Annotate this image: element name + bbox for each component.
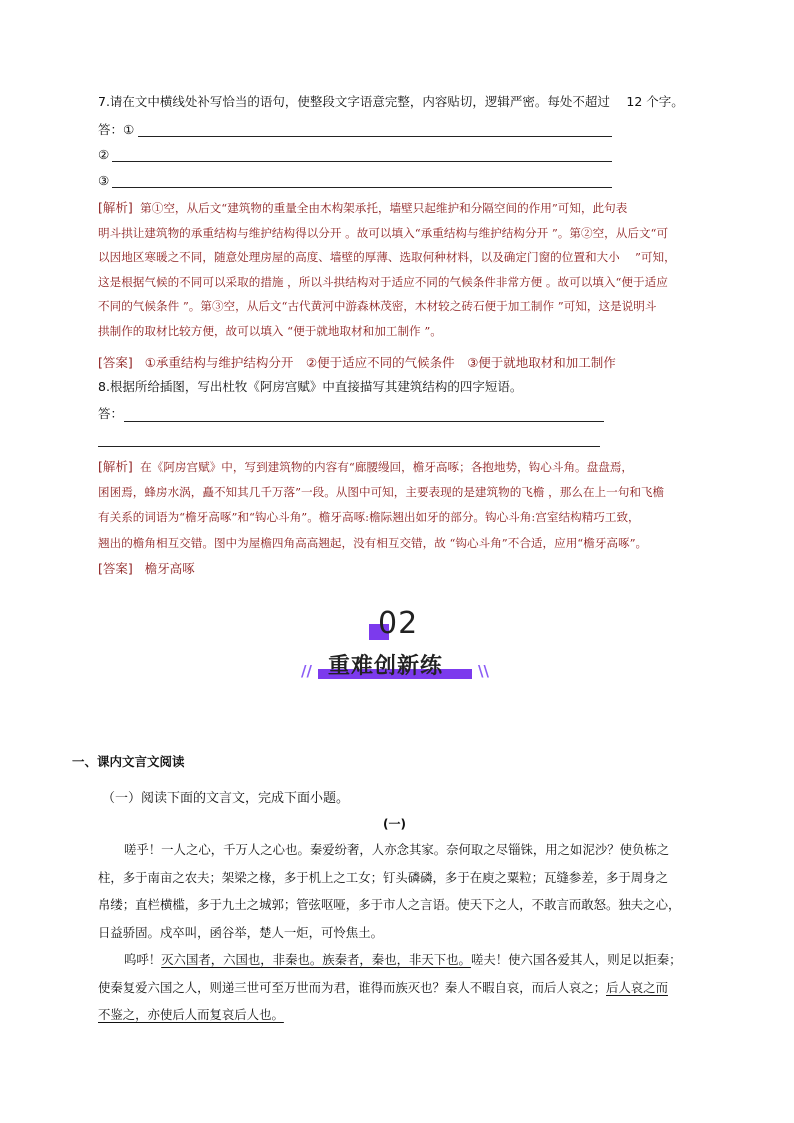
answer-tag: [答案] [98,355,133,370]
blank-2-mark: ② [98,147,110,162]
q8-answer-line-2[interactable] [98,446,600,447]
section-number: 02 [378,606,419,641]
underlined-sentence-2-start: 后人哀之而 [606,979,668,995]
passage-paragraph-1: 嗟乎！一人之心，千万人之心也。秦爱纷奢，人亦念其家。奈何取之尽锱铢，用之如泥沙？使负栋之 柱，多于南亩之农夫；架梁之椽，多于机上之工女；钉头磷磷，多于在庾之粟粒；瓦缝参差，多于周身之 帛缕；直栏横槛，多于九土之城郭；管弦呕哑，多于市人之言语。使天下之人，不敢言而敢怒。独夫之心， 日益骄固。戍卒叫，函谷举，楚人一炬，可怜焦土。 [98,842,681,940]
q8-analysis: [解析] 在《阿房宫赋》中，写到建筑物的内容有“廊腰缦回，檐牙高啄；各抱地势，钩心斗角。盘盘焉， 囷囷焉，蜂房水涡，矗不知其几千万落”一段。从图中可知，主要表现的是建筑物的飞檐 ，那么在上一句和飞檐 有关系的词语为“檐牙高啄”和“钩心斗角”。檐牙高啄:檐际翘出如牙的部分。钩心斗角:宫室结构精巧工致， 翘出的檐角相互交错。图中为屋檐四角高高翘起，没有相互交错，故 “钩心斗角”不合适，应用“檐牙高啄”。 [98,459,665,550]
passage-paragraph-2: 呜呼！灭六国者，六国也，非秦也。族秦者，秦也，非天下也。嗟夫！使六国各爱其人，则足以拒秦； 使秦复爱六国之人，则递三世可至万世而为君，谁得而族灭也？秦人不暇自哀，而后人哀之；后人哀之而 不鉴之，亦使后人而复哀后人也。 [98,952,682,1022]
blank-3-mark: ③ [98,173,110,188]
q8-answer-prefix: 答： [98,406,124,421]
passage-title: (一) [383,817,406,831]
analysis-tag: [解析] [98,200,133,215]
q7-answer: [答案] ①承重结构与维护结构分开 ②便于适应不同的气候条件 ③便于就地取材和加工制作 [98,355,616,370]
section-title: 重难创新练 [328,654,444,679]
q8-answer-line-1[interactable] [124,421,604,422]
question-7-prompt: 7.请在文中横线处补写恰当的语句，使整段文字语意完整，内容贴切，逻辑严密。每处不超过 12 个字。 [98,94,684,109]
part-subheading: （一）阅读下面的文言文，完成下面小题。 [102,791,350,806]
question-8-prompt: 8.根据所给插图，写出杜牧《阿房宫赋》中直接描写其建筑结构的四字短语。 [98,379,523,394]
right-slash-decoration: \\ [478,662,489,680]
left-slash-decoration: // [301,662,312,680]
underlined-sentence-1: 灭六国者，六国也，非秦也。族秦者，秦也，非天下也。 [161,952,471,967]
analysis-tag: [解析] [98,459,133,474]
blank-2-line[interactable] [112,161,612,162]
q8-answer: [答案] 檐牙高啄 [98,561,195,576]
q7-analysis: [解析] 第①空，从后文“建筑物的重量全由木构架承托，墙壁只起维护和分隔空间的作用”可知，此句表 明斗拱让建筑物的承重结构与维护结构得以分开 。故可以填入“承重结构与维护结构分开 ”。第②空，从后文“可 以因地区寒暖之不同，随意处理房屋的高度、墙壁的厚薄、选取何种材料，以及确定门窗的位置和大小 ”可知， 这是根据气候的不同可以采取的措施 ，所以斗拱结构对于适应不同的气候条件非常方便 。故可以填入“便于适应 不同的气候条件 ”。第③空，从后文“古代黄河中游森林茂密，木材较之砖石便于加工制作 ”可知，这是说明斗 拱制作的取材比较方便，故可以填入 “便于就地取材和加工制作 ”。 [98,200,676,338]
answer-tag: [答案] [98,561,133,576]
blank-1-line[interactable] [138,136,612,137]
part-heading: 一、课内文言文阅读 [72,754,185,769]
blank-1-mark: ① [123,122,135,137]
blank-3-line[interactable] [112,187,612,188]
underlined-sentence-2-end: 不鉴之，亦使后人而复哀后人也。 [98,1007,284,1022]
q7-answer-prefix: 答：① [98,122,135,137]
